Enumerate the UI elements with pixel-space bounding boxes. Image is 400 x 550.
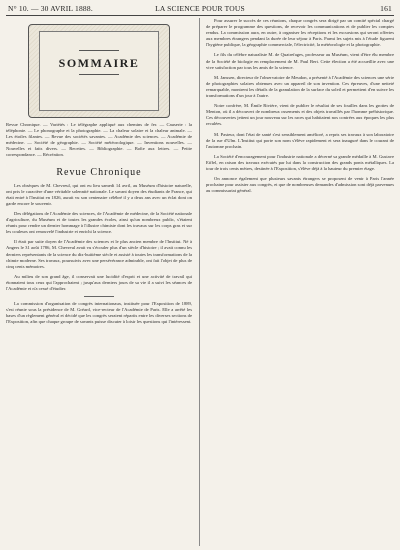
- article-paragraph: Pour assurer le succès de ces réunions, chaque congrès sera dirigé par un comité spécial chargé de préparer le programme des questions, de recevoir les communications et de publier les comptes rendus. La commission aura, en outre, à organiser les réceptions et les excursions qui seront offertes aux membres étrangers pendant la durée de leur séjour à Paris. Parmi les sujets mis à l'étude figurent l'hygiène publique, la géographie commerciale, l'électricité, la météorologie et la photographie.: [206, 18, 394, 48]
- article-paragraph: Le fils du célèbre naturaliste M. de Quatrefages, professeur au Muséum, vient d'être élu membre de la Société de biologie en remplacement de M. Paul Bert. Cette élection a été accueillie avec une vive satisfaction par tous les amis de la science.: [206, 52, 394, 70]
- sommaire-banner: [6, 22, 192, 120]
- journal-title: LA SCIENCE POUR TOUS: [155, 4, 245, 13]
- right-column: [206, 18, 394, 546]
- article-paragraph: Au milieu de son grand âge, il conservait une lucidité d'esprit et une activité de travail qui étonnaient tous ceux qui l'approchaient ; jusqu'aux derniers jours de sa vie il a suivi les séances de l'Académie et n'a cessé d'étudier.: [6, 273, 192, 291]
- sommaire-frame: [28, 24, 170, 118]
- article-paragraph: Des délégations de l'Académie des sciences, de l'Académie de médecine, de la Société nationale d'agriculture, du Muséum et de toutes les grandes écoles, ainsi qu'un nombreux public, s'étaient réunis pour rendre un dernier hommage à l'illustre chimiste dont les travaux sur les corps gras et sur les couleurs ont renouvelé l'industrie et enrichi la science.: [6, 210, 192, 235]
- article-paragraph: Il était par suite doyen de l'Académie des sciences et le plus ancien membre de l'Institut. Né à Angers le 31 août 1786, M. Chevreul avait vu s'écouler plus d'un siècle d'histoire ; il avait connu les derniers représentants de la science du dix-huitième siècle et assisté à toutes les transformations de la chimie moderne. Ses travaux, poursuivis avec une persévérance admirable, ont fait l'objet de plus de cinq cents mémoires.: [6, 239, 192, 269]
- left-column: [6, 18, 192, 546]
- article-paragraph: La Société d'encouragement pour l'industrie nationale a décerné sa grande médaille à M. Gustave Eiffel, en raison des travaux exécutés par lui dans la construction des grands ponts métalliques. La tour de trois cents mètres, destinée à l'Exposition, s'élève déjà à la hauteur du premier étage.: [206, 153, 394, 171]
- column-divider: [199, 18, 200, 546]
- article-paragraph: M. Janssen, directeur de l'observatoire de Meudon, a présenté à l'Académie des sciences une série de photographies solaires obtenues avec un appareil de son invention. Ces épreuves, d'une netteté remarquable, montrent les détails de la granulation de la surface du soleil et permettent d'en suivre les transformations d'un jour à l'autre.: [206, 74, 394, 99]
- article-paragraph: Notre confrère, M. Émile Rivière, vient de publier le résultat de ses fouilles dans les grottes de Menton, où il a découvert de nombreux ossements et des objets travaillés par l'homme préhistorique. Ces découvertes jettent un jour nouveau sur les races qui habitaient nos contrées aux époques les plus reculées.: [206, 103, 394, 127]
- article-paragraph: Les obsèques de M. Chevreul, qui ont eu lieu samedi 14 avril, au Muséum d'histoire naturelle, ont pris le caractère d'une véritable solennité nationale. Le savant doyen des étudiants de France, qui était entré à l'Institut en 1826, aurait vu son centenaire célébré il y a deux ans avec un éclat dont on garde encore le souvenir.: [6, 182, 192, 206]
- section-separator: [84, 296, 114, 297]
- ornament-rule: [79, 74, 119, 75]
- article-paragraph: La commission d'organisation de congrès internationaux, instituée pour l'Exposition de 1889, s'est réunie sous la présidence de M. Gréard, vice-recteur de l'Académie de Paris. Elle a arrêté les bases d'un règlement général et décidé que les congrès seraient répartis entre les diverses sections de l'Exposition, afin que chaque groupe de savants puisse discuter à loisir les questions qui l'intéressent.: [6, 301, 192, 325]
- issue-number: N° 10. — 30 AVRIL 1888.: [8, 4, 93, 13]
- ornament-rule: [79, 50, 119, 51]
- section-heading: Revue Chronique: [56, 166, 142, 178]
- article-paragraph: M. Pasteur, dont l'état de santé s'est sensiblement amélioré, a repris ses travaux à son laboratoire de la rue d'Ulm. L'Institut qui porte son nom s'élève rapidement et sera inauguré dans le courant de l'automne prochain.: [206, 131, 394, 149]
- header-rule: [6, 15, 394, 16]
- page-header: [6, 3, 394, 15]
- page-number: 161: [380, 4, 392, 13]
- article-paragraph: On annonce également que plusieurs savants étrangers se proposent de venir à Paris l'année prochaine pour assister aux congrès, et que de nombreuses demandes d'admission sont déjà parvenues au commissariat général.: [206, 176, 394, 194]
- sommaire-contents: Revue Chronique. — Variétés : Le télégraphe appliqué aux chemins de fer. — Causerie : la téléphonie. — Le phonographe et la photographie. — La chaleur solaire et la chaleur animale. — Les étoiles filantes. — Revue des sociétés savantes. — Académie des sciences. — Académie de médecine. — Société de géographie. — Société météorologique. — Inventions nouvelles. — Nouvelles et faits divers. — Recettes. — Bibliographie. — Boîte aux lettres. — Petite correspondance. — Récréation.: [6, 122, 192, 158]
- sommaire-inner-frame: [39, 31, 159, 111]
- sommaire-title: SOMMAIRE: [58, 56, 140, 70]
